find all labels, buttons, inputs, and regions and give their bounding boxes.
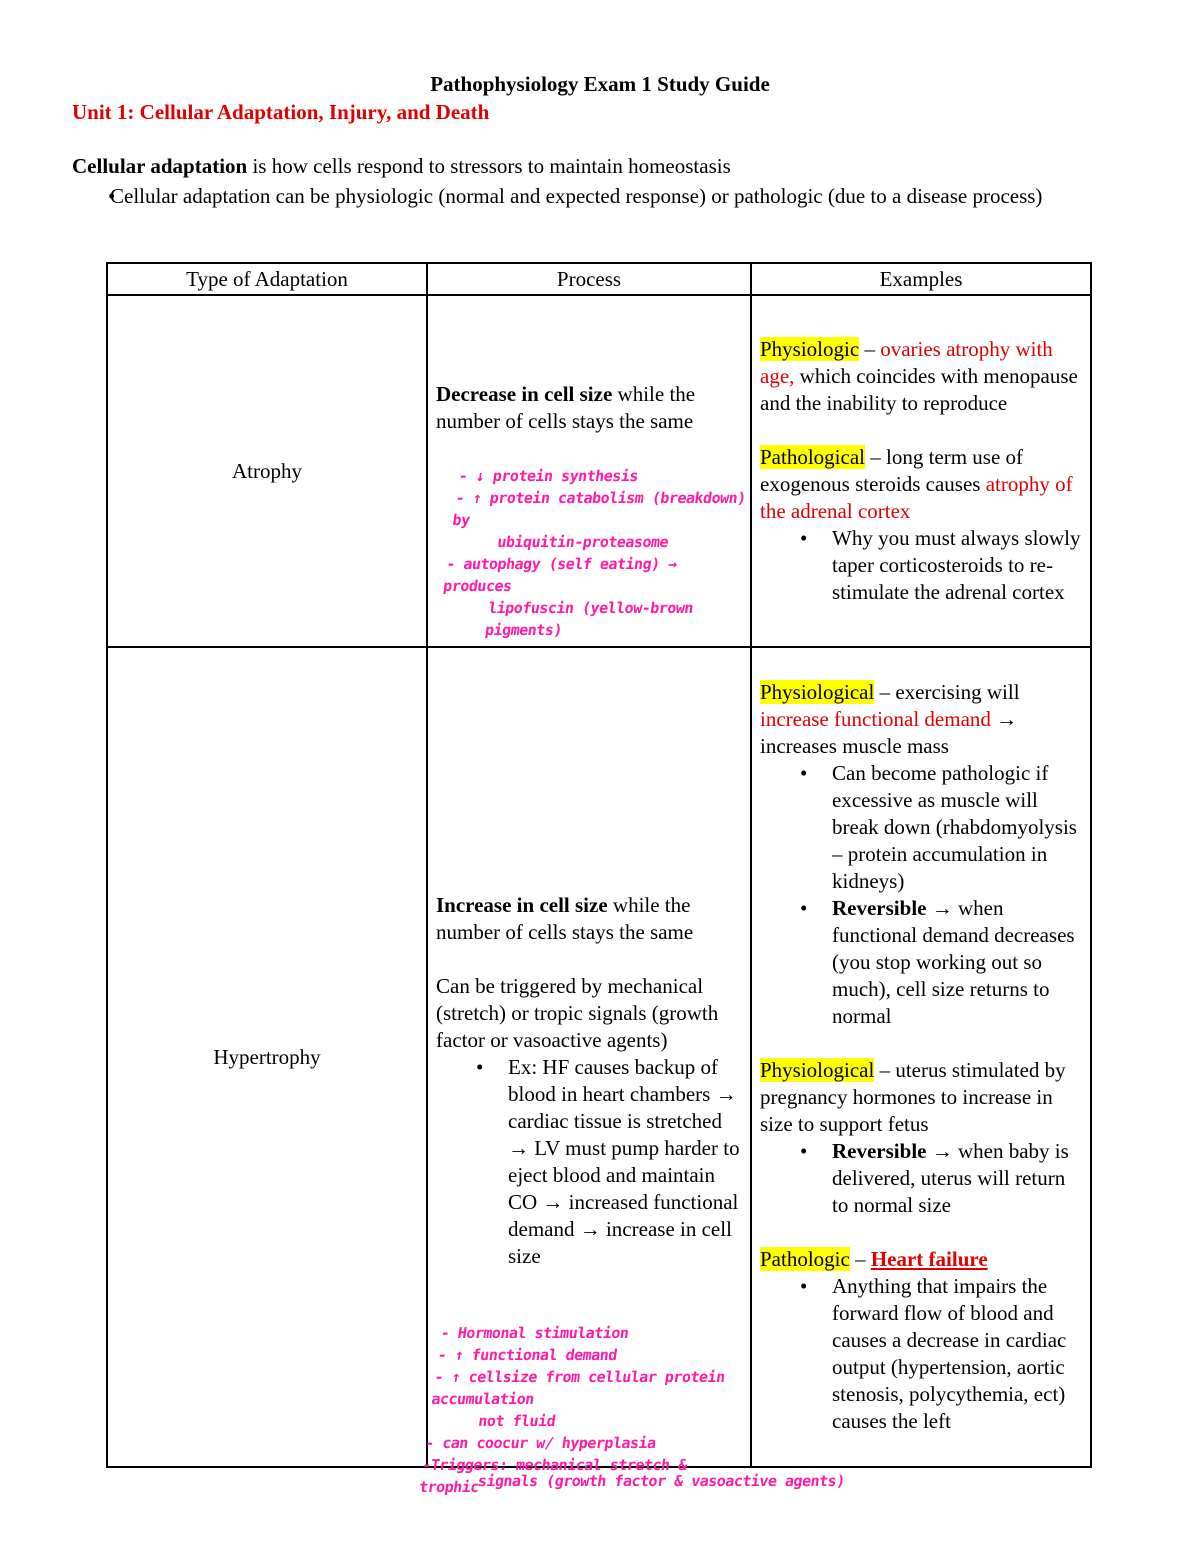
handwritten-notes-hypertrophy: - Hormonal stimulation - ↑ functional demand - ↑ cellsize from cellular protein accumulation not fluid - can coocur w/ hyperplasia -Triggers: mechanical stretch & trophic <box>417 1324 726 1496</box>
example-bullets <box>760 525 1082 606</box>
list-item: • Ex: HF causes backup of blood in heart chambers → cardiac tissue is stretched → LV must pump harder to eject blood and maintain CO → increased functional demand → increase in cell size <box>436 1054 742 1270</box>
list-item: • Can become pathologic if excessive as muscle will break down (rhabdomyolysis – protein accumulation in kidneys) <box>760 760 1082 895</box>
cell-process-atrophy <box>427 295 751 647</box>
table-row-atrophy <box>107 295 1091 647</box>
handwritten-notes: - ↓ protein synthesis - ↑ protein catabolism (breakdown) by ubiquitin-proteasome - autophagy (self eating) → produces lipofuscin (yellow-brown pigments) <box>442 467 748 639</box>
process-trigger-text: Can be triggered by mechanical (stretch) or tropic signals (growth factor or vasoactive agents) <box>436 974 719 1052</box>
intro-bullet-text: Cellular adaptation can be physiologic (normal and expected response) or pathologic (due to a disease process) <box>110 184 1043 208</box>
intro-section <box>72 153 1112 210</box>
example-uterus: Physiological – uterus stimulated by pregnancy hormones to increase in size to support fetus <box>760 1058 1066 1136</box>
header-type: Type of Adaptation <box>107 263 427 295</box>
process-text: Increase in cell size while the number of cells stays the same <box>436 893 694 944</box>
heart-failure-bullets <box>760 1273 1082 1435</box>
adaptation-table <box>106 262 1092 1468</box>
cell-type-atrophy: Atrophy <box>107 295 427 647</box>
page-title: Pathophysiology Exam 1 Study Guide <box>430 72 770 96</box>
cell-examples-hypertrophy <box>751 647 1091 1467</box>
handwritten-notes-overflow: signals (growth factor & vasoactive agents) <box>476 1472 847 1490</box>
example-heart-failure: Pathologic – Heart failure <box>760 1247 988 1271</box>
example-exercise: Physiological – exercising will increase functional demand → increases muscle mass <box>760 680 1020 758</box>
list-item: • Reversible → when functional demand decreases (you stop working out so much), cell size returns to normal <box>760 895 1082 1030</box>
header-process: Process <box>427 263 751 295</box>
bullet-icon <box>72 183 110 210</box>
intro-line <box>72 153 1112 180</box>
list-item: • Anything that impairs the forward flow of blood and causes a decrease in cardiac output (hypertension, aortic stenosis, polycythemia, ect) causes the left <box>760 1273 1082 1435</box>
table-header-row <box>107 263 1091 295</box>
cell-type-hypertrophy: Hypertrophy <box>107 647 427 1467</box>
list-item: • Reversible → when baby is delivered, uterus will return to normal size <box>760 1138 1082 1219</box>
intro-term: Cellular adaptation <box>72 154 248 178</box>
header-examples: Examples <box>751 263 1091 295</box>
process-bullets <box>436 1054 742 1270</box>
process-bold: Decrease in cell size <box>436 382 613 406</box>
exercise-bullets <box>760 760 1082 1030</box>
example-pathological: Pathological – long term use of exogenous steroids causes atrophy of the adrenal cortex <box>760 445 1073 523</box>
cell-examples-atrophy <box>751 295 1091 647</box>
list-item: • Why you must always slowly taper corticosteroids to re-stimulate the adrenal cortex <box>760 525 1082 606</box>
uterus-bullets <box>760 1138 1082 1219</box>
intro-text: is how cells respond to stressors to maintain homeostasis <box>247 154 731 178</box>
intro-bullet <box>72 183 1112 210</box>
process-text: Decrease in cell size while the number of cells stays the same <box>436 382 696 433</box>
unit-heading: Unit 1: Cellular Adaptation, Injury, and Death <box>72 100 490 124</box>
example-physiologic: Physiologic – ovaries atrophy with age, which coincides with menopause and the inability to reproduce <box>760 337 1078 415</box>
